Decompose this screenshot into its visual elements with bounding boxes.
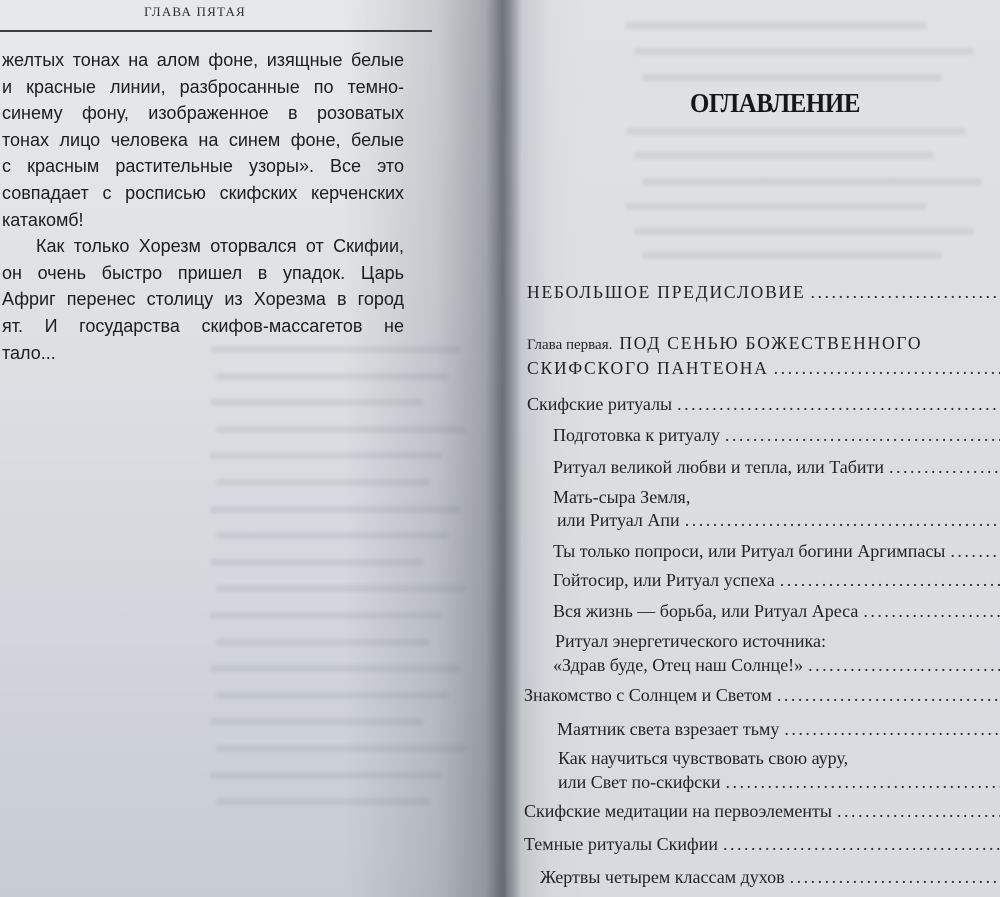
text-line: и красные линии, разбросанные по темно- (2, 76, 404, 97)
toc-entry (527, 280, 1000, 304)
toc-chapter-heading (527, 331, 1000, 355)
text-line: Африг перенес столицу из Хорезма в город (2, 289, 404, 310)
toc-subentry (553, 653, 1000, 677)
dot-leader (777, 683, 1000, 707)
dot-leader (810, 280, 1000, 304)
toc-entry-label: Маятник света взрезает тьму (557, 719, 780, 739)
text-line: синему фону, изображенное в розоватых (2, 103, 404, 124)
paper-show-through (626, 22, 926, 29)
toc-subentry (557, 508, 1000, 532)
paper-show-through (210, 772, 442, 779)
dot-leader (837, 799, 1000, 823)
paper-show-through (210, 399, 424, 406)
toc-subentry (553, 568, 1000, 592)
toc-entry-label: Гойтосир, или Ритуал успеха (553, 570, 775, 590)
toc-subentry (553, 455, 1000, 479)
toc-entry-label: Подготовка к ритуалу (553, 425, 720, 445)
toc-entry-label: Ритуал энергетического источника: (555, 631, 826, 651)
text-line: он очень быстро пришел в упадок. Царь (2, 262, 404, 283)
toc-entry-label: Жертвы четырем классам духов (540, 867, 785, 887)
book-gutter-shadow (486, 0, 522, 897)
text-line: катакомб! (2, 209, 84, 230)
toc-title: ОГЛАВЛЕНИЕ (689, 88, 861, 118)
paper-show-through (210, 559, 424, 566)
paper-show-through (642, 74, 942, 81)
toc-entry-label: Темные ритуалы Скифии (524, 834, 718, 854)
toc-entry-label-continued: или Ритуал Апи (557, 510, 680, 530)
toc-entry (527, 392, 1000, 416)
toc-entry-label-continued: или Свет по-скифски (558, 772, 721, 792)
paper-show-through (210, 718, 424, 725)
header-rule (0, 30, 432, 32)
toc-entry (524, 799, 1000, 823)
paper-show-through (626, 128, 966, 135)
toc-entry-label: Ты только попроси, или Ритуал богини Аргимпасы (553, 541, 946, 561)
dot-leader (723, 832, 1000, 856)
dot-leader (685, 508, 1000, 532)
paper-show-through (216, 479, 430, 486)
toc-entry-label-continued: «Здрав буде, Отец наш Солнце!» (553, 655, 804, 675)
toc-subentry (553, 599, 1000, 623)
paper-show-through (626, 203, 926, 210)
paper-show-through (216, 532, 448, 539)
paper-show-through (642, 252, 942, 259)
dot-leader (808, 653, 1000, 677)
running-head: ГЛАВА ПЯТАЯ (144, 4, 246, 19)
text-line: Как только Хорезм оторвался от Скифии, (36, 236, 404, 257)
toc-entry-label: Скифские ритуалы (527, 394, 673, 414)
chapter-title-continued: СКИФСКОГО ПАНТЕОНА (527, 358, 769, 378)
toc-subentry (553, 423, 1000, 447)
dot-leader (790, 865, 1000, 889)
toc-entry (524, 683, 1000, 707)
toc-entry-label: Вся жизнь — борьба, или Ритуал Ареса (553, 601, 859, 621)
paper-show-through (634, 228, 974, 235)
paper-show-through (216, 639, 430, 646)
toc-entry (524, 832, 1000, 856)
paper-show-through (216, 585, 466, 592)
toc-entry-label: Ритуал великой любви и тепла, или Табити (553, 457, 885, 477)
text-line: тонах лицо человека на синем фоне, белые (2, 129, 404, 150)
toc-entry-label: Как научиться чувствовать свою ауру, (558, 748, 849, 768)
toc-subentry (558, 770, 1000, 794)
paper-show-through (216, 692, 448, 699)
paper-show-through (216, 798, 430, 805)
paper-show-through (634, 48, 974, 55)
paper-show-through (216, 745, 466, 752)
text-line: с красным растительные узоры». Все это (2, 156, 404, 177)
dot-leader (677, 392, 1000, 416)
toc-subentry (557, 717, 1000, 741)
dot-leader (726, 770, 1000, 794)
paper-show-through (216, 426, 466, 433)
dot-leader (889, 455, 1000, 479)
paper-show-through (216, 373, 448, 380)
toc-entry-label: Знакомство с Солнцем и Светом (524, 685, 772, 705)
text-line: ят. И государства скифов-массагетов не (2, 315, 404, 336)
dot-leader (774, 356, 1000, 380)
paper-show-through (634, 152, 934, 159)
toc-entry-label: Мать-сыра Земля, (553, 487, 691, 507)
toc-entry-label: Скифские медитации на первоэлементы (524, 801, 832, 821)
dot-leader (863, 599, 1000, 623)
paper-show-through (210, 506, 460, 513)
chapter-title: ПОД СЕНЬЮ БОЖЕСТВЕННОГО (619, 333, 923, 353)
text-line: желтых тонах на алом фоне, изящные белые (2, 50, 404, 70)
dot-leader (950, 539, 1000, 563)
dot-leader (725, 423, 1000, 447)
toc-entry (527, 356, 1000, 380)
toc-subentry (555, 629, 1000, 653)
toc-entry-label: НЕБОЛЬШОЕ ПРЕДИСЛОВИЕ (527, 282, 806, 302)
dot-leader (780, 568, 1000, 592)
dot-leader (784, 717, 1000, 741)
body-text (2, 47, 404, 366)
text-line: совпадает с росписью скифских керченских (2, 182, 404, 203)
paper-show-through (210, 665, 460, 672)
text-line: тало... (2, 342, 56, 363)
toc-subentry (553, 485, 1000, 509)
paper-show-through (210, 452, 442, 459)
paper-show-through (210, 612, 442, 619)
right-book-page (506, 0, 1000, 897)
toc-subentry (540, 865, 1000, 889)
toc-subentry (558, 746, 1000, 770)
toc-subentry (553, 539, 1000, 563)
paper-show-through (210, 346, 460, 353)
chapter-number: Глава первая. (527, 337, 613, 353)
paper-show-through (642, 178, 982, 185)
